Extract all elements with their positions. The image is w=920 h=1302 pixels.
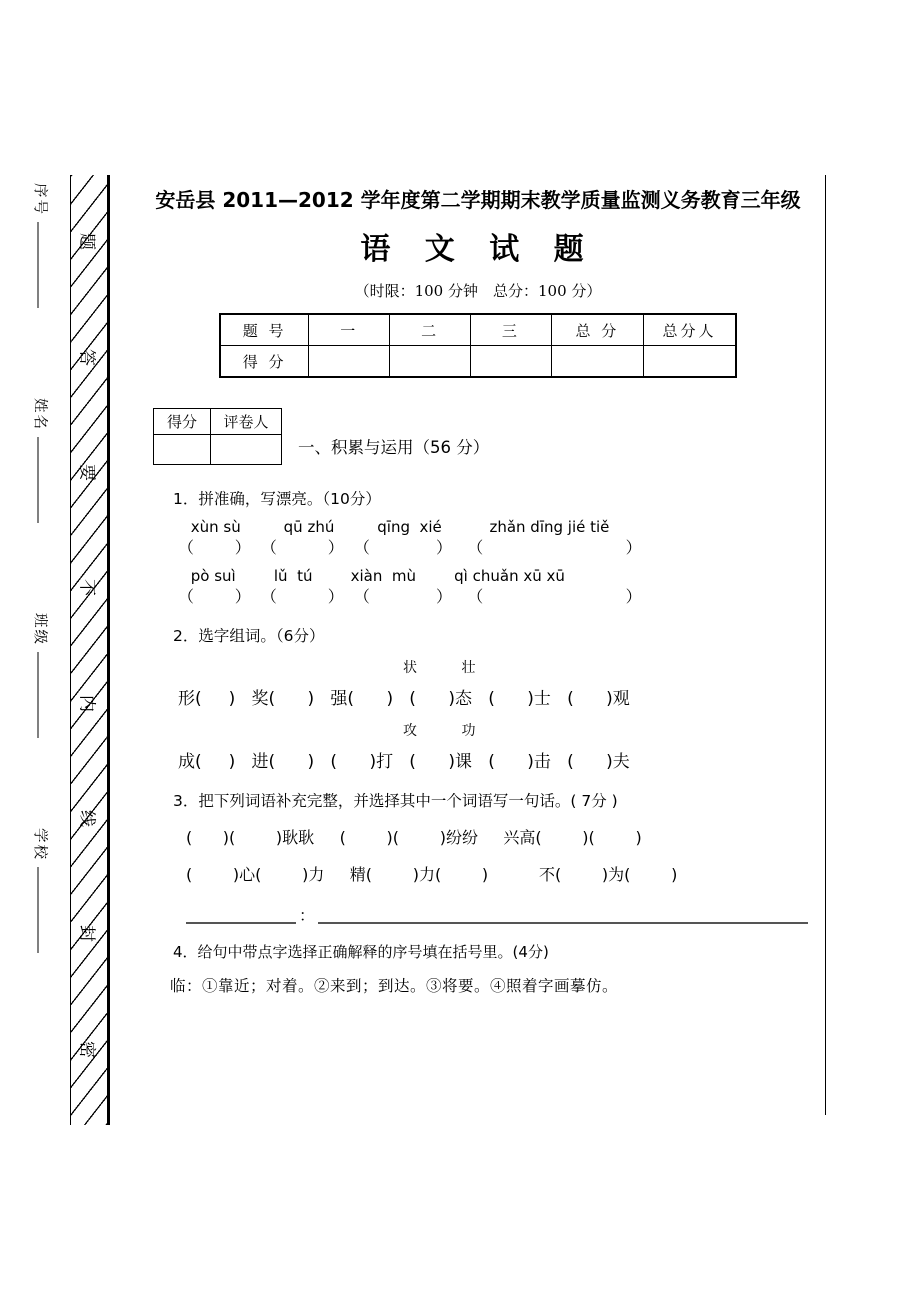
info-blank-serial[interactable]: [38, 222, 39, 308]
seal-line-band: [70, 175, 110, 1125]
score-cell-1[interactable]: [309, 346, 390, 378]
info-blank-class[interactable]: [38, 652, 39, 738]
info-label-school: 学校: [31, 828, 48, 861]
question-2-chars-2: 攻 功: [403, 723, 476, 740]
page-title: 安岳县 2011—2012 学年度第二学期期末教学质量监测义务教育三年级: [155, 188, 801, 212]
info-blank-name[interactable]: [38, 437, 39, 523]
question-1-prompt: 1．拼准确，写漂亮。（10分）: [173, 490, 381, 509]
section1-head: [148, 408, 808, 470]
question-3-row-1[interactable]: ( )( )耿耿 ( )( )纷纷 兴高( )( ): [186, 828, 642, 848]
answer-blank-long[interactable]: [318, 907, 808, 924]
seal-char-5: 线: [76, 810, 97, 827]
question-3-row-2[interactable]: ( )心( )力 精( )力( ) 不( )为( ): [186, 865, 678, 885]
score-col-total-grader: 总分人: [643, 314, 736, 346]
table-row: [154, 409, 282, 435]
score-cell-total-grader[interactable]: [643, 346, 736, 378]
score-table: [219, 313, 737, 378]
section-title-1: 一、积累与运用（56 分）: [298, 438, 490, 458]
question-3-prompt: 3．把下列词语补充完整，并选择其中一个词语写一句话。( 7分 ): [173, 792, 618, 811]
score-cell-3[interactable]: [471, 346, 552, 378]
subject-title: 语 文 试 题: [360, 232, 596, 268]
info-field-class[interactable]: [31, 613, 52, 738]
score-row-label-score: 得 分: [220, 346, 309, 378]
info-field-school[interactable]: [31, 828, 52, 953]
score-cell-total[interactable]: [551, 346, 643, 378]
score-col-1: 一: [309, 314, 390, 346]
question-1-pinyin-row-2: pò suì lǔ tú xiàn mù qì chuǎn xū xū: [186, 567, 565, 586]
score-cell-2[interactable]: [390, 346, 471, 378]
seal-char-0: 题: [76, 233, 97, 250]
question-3-answer-line[interactable]: [148, 907, 808, 924]
score-col-2: 二: [390, 314, 471, 346]
table-row-question-numbers: [220, 314, 736, 346]
exam-content: [148, 186, 808, 996]
table-row-scores: [220, 346, 736, 378]
seal-char-1: 答: [76, 349, 97, 366]
answer-colon: ：: [299, 906, 316, 926]
grader-header-score: 得分: [154, 409, 211, 435]
grader-box: [153, 408, 282, 465]
seal-char-6: 封: [76, 925, 97, 942]
grader-value-score[interactable]: [154, 435, 211, 465]
question-2-row-1[interactable]: 形( ) 奖( ) 强( ) ( )态 ( )士 ( )观: [178, 689, 630, 710]
grader-header-person: 评卷人: [211, 409, 282, 435]
question-4-definitions: 临：①靠近；对着。②来到；到达。③将要。④照着字画摹仿。: [170, 977, 619, 996]
info-field-name[interactable]: [31, 398, 52, 523]
score-col-total: 总 分: [551, 314, 643, 346]
question-4-prompt: 4．给句中带点字选择正确解释的序号填在括号里。(4分): [173, 943, 549, 962]
question-1-pinyin-row-1: xùn sù qū zhú qīng xié zhǎn dīng jié tiě: [186, 518, 610, 537]
question-1-answer-row-1[interactable]: （ ） （ ） （ ） （ ）: [178, 538, 642, 558]
question-1-answer-row-2[interactable]: （ ） （ ） （ ） （ ）: [178, 587, 642, 607]
right-border-rule: [825, 175, 826, 1115]
seal-char-3: 不: [76, 579, 97, 596]
exam-meta: （时限：100 分钟 总分：100 分）: [354, 282, 602, 301]
answer-blank-short[interactable]: [186, 907, 296, 924]
question-2-prompt: 2．选字组词。（6分）: [173, 627, 325, 646]
question-2-row-2[interactable]: 成( ) 进( ) ( )打 ( )课 ( )击 ( )夫: [178, 752, 630, 773]
table-row: [154, 435, 282, 465]
score-row-label-question: 题 号: [220, 314, 309, 346]
question-2-chars-1: 状 壮: [403, 660, 476, 677]
seal-char-4: 内: [76, 695, 97, 712]
student-info-margin: [18, 175, 64, 1125]
seal-char-7: 密: [76, 1041, 97, 1058]
info-blank-school[interactable]: [38, 867, 39, 953]
score-col-3: 三: [471, 314, 552, 346]
seal-char-2: 要: [76, 464, 97, 481]
info-label-class: 班级: [31, 613, 48, 646]
info-label-serial: 序号: [31, 183, 48, 216]
info-label-name: 姓名: [31, 398, 48, 431]
info-field-serial[interactable]: [31, 183, 52, 308]
grader-value-person[interactable]: [211, 435, 282, 465]
